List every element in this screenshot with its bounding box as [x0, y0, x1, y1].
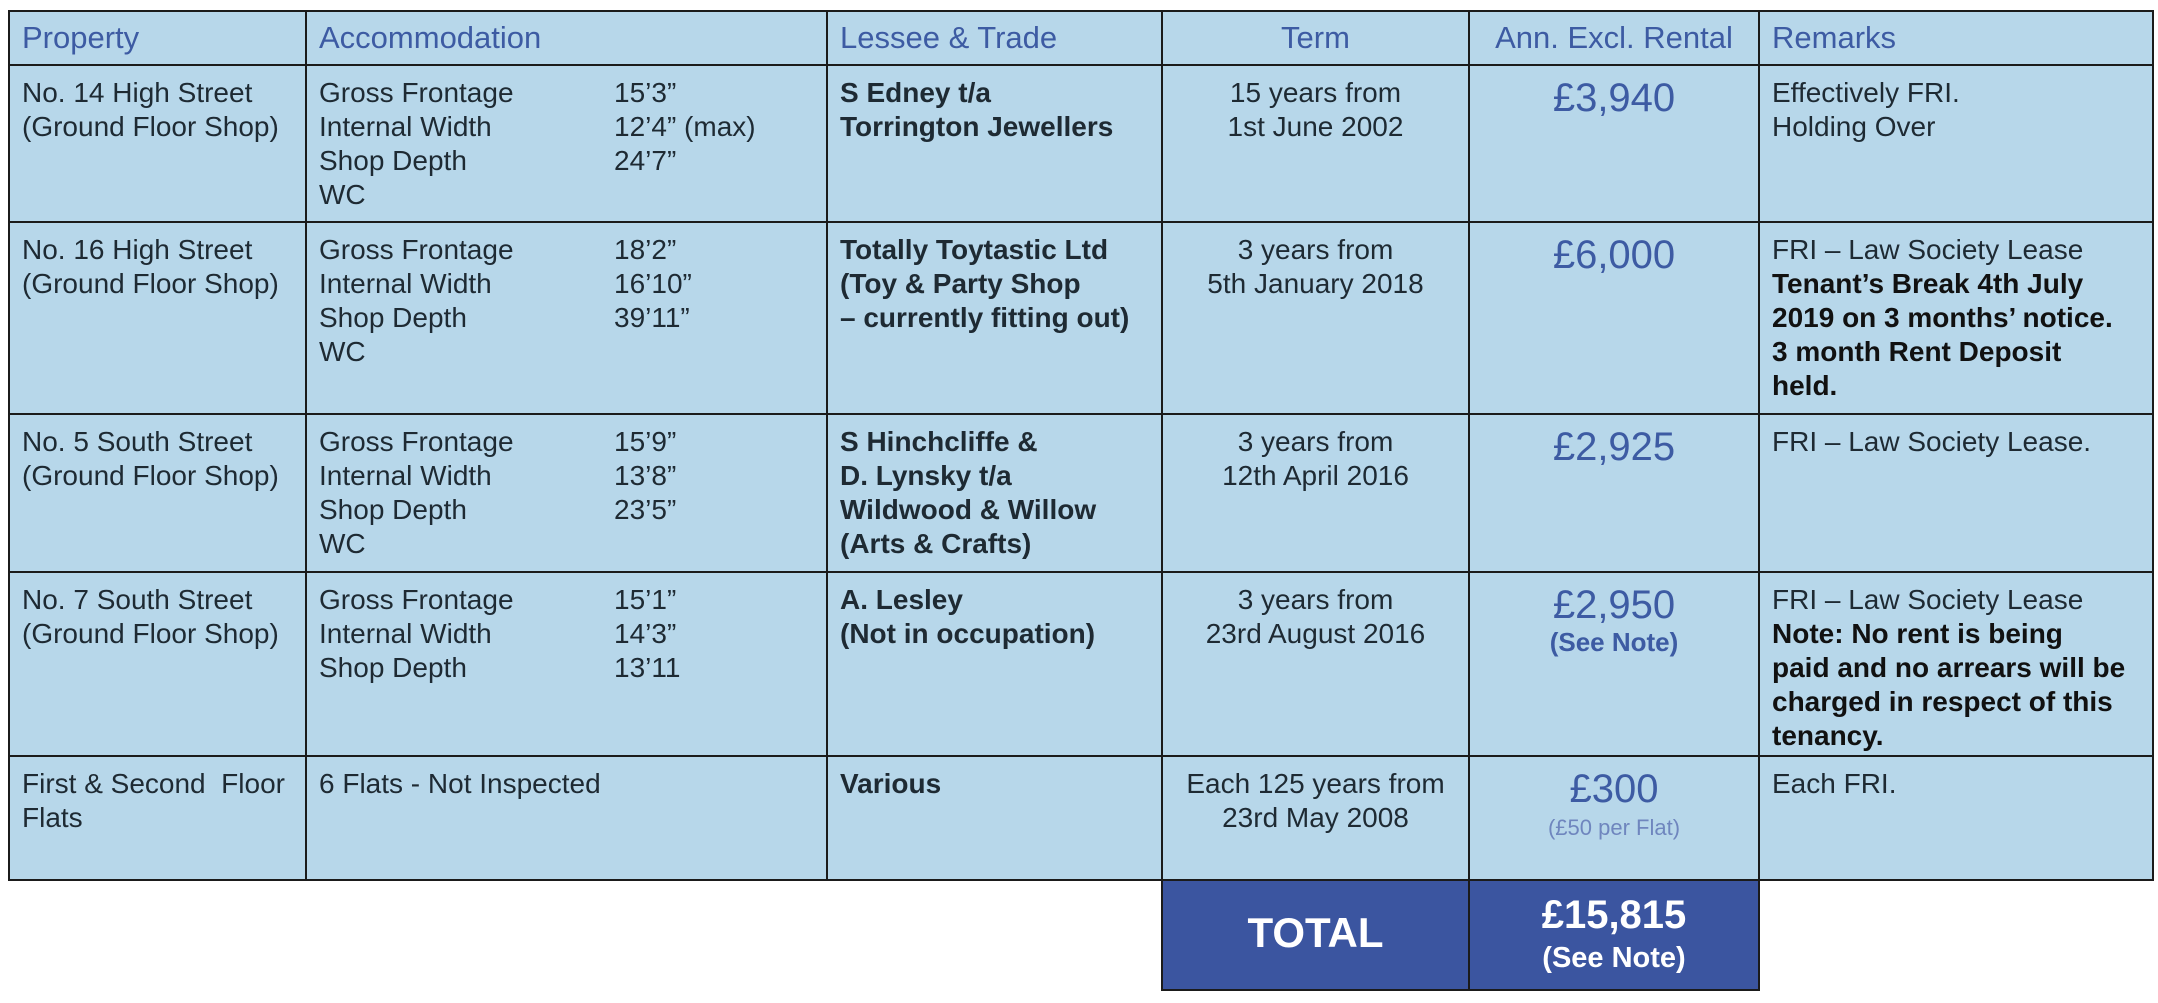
remarks-cell — [1759, 756, 2153, 880]
acc-label: Shop Depth — [319, 652, 467, 683]
acc-label: Shop Depth — [319, 302, 467, 333]
acc-label: Gross Frontage — [319, 584, 514, 615]
rent-value: £2,950 — [1552, 583, 1676, 627]
remarks-bold-line: tenancy. — [1772, 720, 1884, 751]
acc-value: 14’3” — [614, 618, 677, 649]
term-line: 5th January 2018 — [1207, 268, 1424, 299]
acc-label: Gross Frontage — [319, 234, 514, 265]
total-value-cell — [1469, 880, 1759, 990]
accommodation-cell — [306, 414, 827, 572]
lessee-line: D. Lynsky t/a — [840, 460, 1012, 491]
header-rental: Ann. Excl. Rental — [1469, 11, 1759, 65]
term-line: Each 125 years from — [1186, 768, 1445, 799]
table-row — [9, 65, 2153, 222]
property-line: Flats — [22, 802, 83, 833]
property-cell — [9, 414, 306, 572]
lessee-line: Totally Toytastic Ltd — [840, 234, 1109, 265]
property-line: (Ground Floor Shop) — [22, 111, 279, 142]
header-lessee: Lessee & Trade — [827, 11, 1162, 65]
acc-label: WC — [319, 336, 366, 367]
lessee-cell — [827, 756, 1162, 880]
rent-note: (£50 per Flat) — [1547, 815, 1681, 840]
lessee-line: (Toy & Party Shop — [840, 268, 1081, 299]
lessee-line: Various — [840, 768, 942, 799]
remarks-line: FRI – Law Society Lease — [1772, 234, 2084, 265]
acc-value: 12’4” (max) — [614, 111, 756, 142]
acc-value: 15’3” — [614, 77, 677, 108]
acc-value: 15’1” — [614, 584, 677, 615]
rent-cell — [1469, 756, 1759, 880]
acc-label: WC — [319, 528, 366, 559]
acc-value: 18’2” — [614, 234, 677, 265]
term-line: 3 years from — [1237, 584, 1394, 615]
lessee-line: Torrington Jewellers — [840, 111, 1114, 142]
term-cell — [1162, 572, 1469, 756]
remarks-cell — [1759, 572, 2153, 756]
acc-value: 16’10” — [614, 268, 692, 299]
remarks-bold-line: Tenant’s Break 4th July — [1772, 268, 2084, 299]
term-cell — [1162, 65, 1469, 222]
term-line: 3 years from — [1237, 426, 1394, 457]
acc-label: Shop Depth — [319, 494, 467, 525]
total-label — [1162, 880, 1469, 990]
acc-label: WC — [319, 179, 366, 210]
acc-value: 24’7” — [614, 145, 677, 176]
accommodation-cell — [306, 756, 827, 880]
lessee-line: S Hinchcliffe & — [840, 426, 1038, 457]
acc-value: 13’8” — [614, 460, 677, 491]
rent-cell — [1469, 572, 1759, 756]
term-cell — [1162, 222, 1469, 414]
lessee-line: – currently fitting out) — [840, 302, 1130, 333]
lessee-line: S Edney t/a — [840, 77, 991, 108]
term-line: 3 years from — [1237, 234, 1394, 265]
rent-value: £300 — [1569, 767, 1659, 811]
property-line: No. 5 South Street — [22, 426, 253, 457]
remarks-cell — [1759, 414, 2153, 572]
property-line: (Ground Floor Shop) — [22, 460, 279, 491]
lessee-cell — [827, 222, 1162, 414]
total-label-text: TOTAL — [1247, 908, 1384, 956]
header-remarks: Remarks — [1759, 11, 2153, 65]
property-line: No. 14 High Street — [22, 77, 253, 108]
acc-label: 6 Flats - Not Inspected — [319, 768, 601, 799]
remarks-line: Effectively FRI. — [1772, 77, 1960, 108]
remarks-bold-line: 2019 on 3 months’ notice. — [1772, 302, 2113, 333]
header-accommodation: Accommodation — [306, 11, 827, 65]
total-note: (See Note) — [1542, 942, 1686, 974]
term-line: 23rd May 2008 — [1222, 802, 1409, 833]
property-line: No. 7 South Street — [22, 584, 253, 615]
table-row — [9, 572, 2153, 756]
table-row — [9, 414, 2153, 572]
table-row — [9, 222, 2153, 414]
property-cell — [9, 65, 306, 222]
term-line: 15 years from — [1229, 77, 1402, 108]
rent-value: £2,925 — [1552, 425, 1676, 469]
property-line: (Ground Floor Shop) — [22, 268, 279, 299]
remarks-cell — [1759, 65, 2153, 222]
term-line: 23rd August 2016 — [1205, 618, 1426, 649]
remarks-bold-line: Note: No rent is being — [1772, 618, 2063, 649]
remarks-line: Each FRI. — [1772, 768, 1897, 799]
remarks-bold-line: 3 month Rent Deposit — [1772, 336, 2062, 367]
acc-value — [614, 178, 814, 212]
acc-label: Internal Width — [319, 460, 492, 491]
total-value: £15,815 — [1541, 893, 1687, 937]
term-cell — [1162, 756, 1469, 880]
term-line: 12th April 2016 — [1222, 460, 1409, 491]
lessee-line: Wildwood & Willow — [840, 494, 1097, 525]
acc-label: Gross Frontage — [319, 77, 514, 108]
header-property: Property — [9, 11, 306, 65]
accommodation-cell — [306, 572, 827, 756]
acc-value: 23’5” — [614, 494, 677, 525]
lessee-cell — [827, 65, 1162, 222]
remarks-bold-line: paid and no arrears will be — [1772, 652, 2126, 683]
table-row — [9, 756, 2153, 880]
rent-note: (See Note) — [1549, 627, 1679, 657]
lessee-line: A. Lesley — [840, 584, 963, 615]
remarks-line: Holding Over — [1772, 111, 1936, 142]
remarks-line: FRI – Law Society Lease — [1772, 584, 2084, 615]
acc-label: Shop Depth — [319, 145, 467, 176]
property-line: No. 16 High Street — [22, 234, 253, 265]
header-row — [9, 11, 2153, 65]
property-line: First & Second Floor — [22, 768, 285, 799]
lessee-line: (Arts & Crafts) — [840, 528, 1032, 559]
acc-value: 15’9” — [614, 426, 677, 457]
term-cell — [1162, 414, 1469, 572]
remarks-line: FRI – Law Society Lease. — [1772, 426, 2092, 457]
total-row — [9, 880, 2153, 990]
rent-cell — [1469, 414, 1759, 572]
remarks-bold-line: held. — [1772, 370, 1838, 401]
acc-value: 13’11 — [614, 652, 681, 683]
header-term: Term — [1162, 11, 1469, 65]
remarks-cell — [1759, 222, 2153, 414]
property-cell — [9, 222, 306, 414]
rent-cell — [1469, 65, 1759, 222]
rent-value: £6,000 — [1552, 233, 1676, 277]
lessee-line: (Not in occupation) — [840, 618, 1096, 649]
acc-value — [614, 335, 814, 369]
accommodation-cell — [306, 222, 827, 414]
remarks-bold-line: charged in respect of this — [1772, 686, 2113, 717]
acc-value: 39’11” — [614, 302, 690, 333]
property-line: (Ground Floor Shop) — [22, 618, 279, 649]
tenancy-schedule-table — [8, 10, 2154, 991]
property-cell — [9, 572, 306, 756]
rent-value: £3,940 — [1552, 76, 1676, 120]
property-cell — [9, 756, 306, 880]
lessee-cell — [827, 572, 1162, 756]
accommodation-cell — [306, 65, 827, 222]
lessee-cell — [827, 414, 1162, 572]
acc-label: Internal Width — [319, 618, 492, 649]
acc-value — [614, 527, 814, 561]
rent-cell — [1469, 222, 1759, 414]
term-line: 1st June 2002 — [1227, 111, 1404, 142]
acc-label: Internal Width — [319, 268, 492, 299]
acc-label: Internal Width — [319, 111, 492, 142]
acc-label: Gross Frontage — [319, 426, 514, 457]
